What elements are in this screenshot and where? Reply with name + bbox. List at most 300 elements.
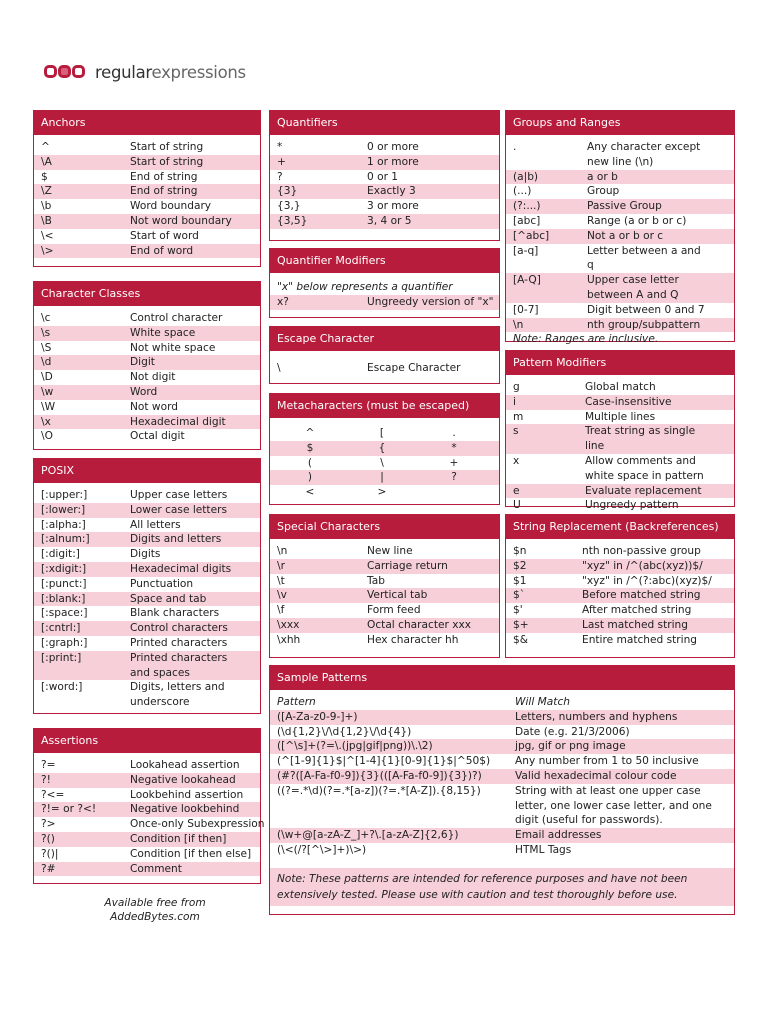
table-row (34, 326, 260, 341)
table-row (34, 862, 260, 877)
logo-mark-icon (44, 61, 88, 83)
table-row (34, 214, 260, 229)
table-row (506, 544, 734, 559)
pattern-column-header: Pattern (277, 696, 316, 708)
table-row (506, 273, 734, 303)
table-row (34, 415, 260, 430)
description-cell: String with at least one upper case letter, one lower case letter, and one digit (useful for passwords). (515, 784, 712, 827)
metacharacter: | (380, 471, 384, 484)
table-row (34, 532, 260, 547)
table-row (270, 588, 499, 603)
syntax-cell: x (513, 454, 520, 467)
table-row (270, 843, 734, 858)
description-cell: End of string (130, 185, 198, 198)
description-cell: Not word boundary (130, 214, 232, 227)
description-cell: Blank characters (130, 607, 220, 620)
syntax-cell: * (277, 141, 283, 153)
description-cell: Printed characters and spaces (130, 651, 228, 679)
table-row (34, 592, 260, 607)
syntax-cell: $n (513, 545, 527, 557)
syntax-cell: \t (277, 574, 285, 587)
metacharacter: [ (379, 427, 385, 439)
description-cell: Word boundary (130, 200, 212, 213)
syntax-cell: (#?([A-Fa-f0-9]){3}(([A-Fa-f0-9]){3})?) (277, 769, 482, 782)
syntax-cell: \n (513, 318, 524, 331)
table-row (506, 498, 734, 513)
description-cell: White space (130, 326, 196, 339)
table-row (34, 355, 260, 370)
syntax-cell: \w (41, 385, 54, 398)
syntax-cell: ?= (41, 759, 56, 771)
description-cell: Escape Character (367, 362, 461, 374)
quantifier-note: "x" below represents a quantifier (277, 281, 453, 293)
table-row (270, 559, 499, 574)
syntax-cell: \f (277, 604, 285, 617)
metacharacter: + (449, 456, 459, 469)
syntax-cell: [abc] (513, 214, 541, 227)
table-row (506, 244, 734, 274)
description-cell: Letters, numbers and hyphens (515, 710, 678, 723)
table-row (34, 488, 260, 503)
pattern-modifiers-panel (505, 350, 735, 512)
description-cell: Hexadecimal digit (130, 415, 226, 428)
description-cell: Evaluate replacement (585, 484, 702, 497)
syntax-cell: [:graph:] (41, 636, 88, 649)
description-cell: "xyz" in /^(abc(xyz))$/ (582, 559, 703, 572)
description-cell: Valid hexadecimal colour code (515, 769, 677, 782)
syntax-cell: (\<(/?[^\>]+)\>) (277, 843, 367, 856)
description-cell: Start of string (130, 155, 204, 168)
metacharacter: { (378, 441, 386, 454)
metacharacter: ( (307, 456, 313, 469)
description-cell: 3, 4 or 5 (367, 214, 412, 227)
description-cell: Lookbehind assertion (130, 788, 244, 801)
column-header-row (270, 695, 734, 710)
panel-title: Character Classes (34, 282, 260, 306)
panel-title: Quantifiers (270, 111, 499, 135)
syntax-cell: i (513, 395, 516, 408)
description-cell: Passive Group (587, 200, 662, 213)
syntax-cell: x? (277, 295, 289, 308)
table-row (506, 170, 734, 185)
description-cell: HTML Tags (515, 843, 572, 856)
syntax-cell: \Z (41, 185, 52, 198)
description-cell: Control character (130, 312, 223, 324)
syntax-cell: \c (41, 312, 51, 324)
panel-title: String Replacement (Backreferences) (506, 515, 734, 539)
metacharacter: ? (451, 471, 457, 484)
description-cell: Entire matched string (582, 633, 698, 646)
table-row (270, 633, 499, 648)
metacharacters-panel (269, 393, 500, 505)
table-row (506, 618, 734, 633)
table-row (34, 636, 260, 651)
description-cell: Comment (130, 862, 182, 875)
metacharacter-row (270, 485, 499, 500)
table-row (506, 603, 734, 618)
table-row (270, 155, 499, 170)
description-cell: 0 or more (367, 141, 419, 153)
syntax-cell: {3,5} (277, 214, 308, 227)
syntax-cell: (^[1-9]{1}$|^[1-4]{1}[0-9]{1}$|^50$) (277, 755, 491, 768)
syntax-cell: [:alpha:] (41, 518, 86, 531)
table-row (270, 769, 734, 784)
syntax-cell: [:digit:] (41, 548, 80, 561)
syntax-cell: e (513, 484, 520, 497)
table-row (270, 214, 499, 229)
description-cell: Digit (130, 356, 155, 369)
description-cell: Not digit (130, 371, 176, 384)
table-row (506, 318, 734, 333)
syntax-cell: [:xdigit:] (41, 562, 87, 575)
syntax-cell: ?<= (41, 788, 65, 801)
syntax-cell: g (513, 381, 520, 393)
syntax-cell: $+ (513, 618, 529, 631)
syntax-cell: \ (277, 362, 281, 374)
description-cell: Printed characters (130, 636, 228, 649)
panel-title: Assertions (34, 729, 260, 753)
syntax-cell: [:punct:] (41, 577, 87, 590)
table-row (270, 828, 734, 843)
syntax-cell: $ (41, 170, 48, 183)
table-row (270, 361, 499, 376)
syntax-cell: \v (277, 589, 287, 602)
syntax-cell: ? (277, 170, 283, 183)
table-row (270, 784, 734, 828)
panel-title: POSIX (34, 459, 260, 483)
description-cell: Exactly 3 (367, 185, 416, 198)
description-cell: Start of word (130, 229, 199, 242)
syntax-cell: \b (41, 200, 52, 213)
syntax-cell: $1 (513, 574, 527, 587)
quantifiers-panel (269, 110, 500, 241)
syntax-cell: ?! (41, 773, 51, 786)
syntax-cell: \S (41, 341, 52, 354)
syntax-cell: ((?=.*\d)(?=.*[a-z])(?=.*[A-Z]).{8,15}) (277, 784, 481, 797)
description-cell: Digit between 0 and 7 (587, 303, 705, 316)
table-row (270, 618, 499, 633)
description-cell: All letters (130, 518, 181, 531)
table-row (34, 370, 260, 385)
description-cell: Multiple lines (585, 410, 656, 423)
panel-title: Sample Patterns (270, 666, 734, 690)
syntax-cell: [:upper:] (41, 489, 88, 501)
table-row (506, 574, 734, 589)
metacharacter (418, 485, 490, 500)
table-row (34, 758, 260, 773)
description-cell: Date (e.g. 21/3/2006) (515, 725, 630, 738)
table-row (34, 385, 260, 400)
quantifier-modifiers-panel (269, 248, 500, 318)
metacharacter: * (451, 441, 457, 454)
table-row (34, 184, 260, 199)
table-row (270, 725, 734, 740)
syntax-cell: \x (41, 415, 51, 428)
groups-ranges-panel (505, 110, 735, 346)
description-cell: Octal digit (130, 430, 185, 443)
table-row (506, 559, 734, 574)
description-cell: Form feed (367, 604, 421, 617)
description-cell: Before matched string (582, 589, 701, 602)
metacharacter: ) (307, 471, 313, 484)
description-cell: Digits and letters (130, 533, 222, 546)
description-cell: After matched string (582, 604, 692, 617)
syntax-cell: (\d{1,2}\/\d{1,2}\/\d{4}) (277, 725, 412, 738)
syntax-cell: ^ (41, 141, 50, 153)
description-cell: a or b (587, 170, 618, 183)
description-cell: Lower case letters (130, 503, 227, 516)
description-cell: Last matched string (582, 618, 688, 631)
syntax-cell: \d (41, 356, 52, 369)
table-row (34, 773, 260, 788)
description-cell: Space and tab (130, 592, 207, 605)
metacharacter: > (377, 486, 387, 499)
syntax-cell: \O (41, 430, 53, 443)
table-row (270, 544, 499, 559)
syntax-cell: (\w+@[a-zA-Z_]+?\.[a-zA-Z]{2,6}) (277, 829, 459, 842)
syntax-cell: \< (41, 229, 54, 242)
description-cell: Digits (130, 548, 161, 561)
special-characters-panel (269, 514, 500, 658)
assertions-panel (33, 728, 265, 884)
syntax-cell: (?:...) (513, 200, 541, 213)
description-cell: Digits, letters and underscore (130, 681, 225, 709)
syntax-cell: \r (277, 559, 285, 572)
table-row (506, 424, 734, 454)
syntax-cell: [:lower:] (41, 503, 86, 516)
description-cell: Vertical tab (367, 589, 428, 602)
description-cell: Negative lookbehind (130, 803, 240, 816)
description-cell: Any number from 1 to 50 inclusive (515, 755, 699, 768)
description-cell: End of word (130, 244, 194, 257)
table-row (34, 577, 260, 592)
panel-title: Escape Character (270, 327, 499, 351)
description-cell: Octal character xxx (367, 618, 472, 631)
table-row (270, 295, 499, 310)
syntax-cell: \D (41, 371, 53, 384)
table-row (34, 311, 260, 326)
panel-title: Pattern Modifiers (506, 351, 734, 375)
description-cell: Not white space (130, 341, 216, 354)
table-row (34, 400, 260, 415)
description-cell: Upper case letter between A and Q (587, 274, 679, 301)
description-cell: Not a or b or c (587, 229, 664, 242)
escape-character-panel (269, 326, 500, 384)
table-row (506, 199, 734, 214)
syntax-cell: [:space:] (41, 607, 88, 620)
syntax-cell: {3,} (277, 200, 301, 213)
syntax-cell: [:cntrl:] (41, 622, 81, 635)
table-row (270, 710, 734, 725)
table-row (34, 503, 260, 518)
character-classes-panel (33, 281, 261, 450)
description-cell: Global match (585, 381, 656, 393)
table-row (34, 170, 260, 185)
logo-text: regularexpressions (95, 62, 246, 82)
table-row (270, 140, 499, 155)
description-cell: nth non-passive group (582, 545, 701, 557)
description-cell: Treat string as single line (585, 425, 696, 453)
table-row (270, 574, 499, 589)
syntax-cell: U (513, 499, 521, 512)
table-row (506, 633, 734, 648)
description-cell: New line (367, 545, 413, 557)
table-row (506, 140, 734, 170)
table-row (34, 140, 260, 155)
description-cell: Condition [if then] (130, 832, 227, 845)
syntax-cell: ?()| (41, 847, 59, 860)
description-cell: 3 or more (367, 200, 419, 213)
description-cell: Allow comments and white space in pattern (585, 454, 704, 482)
table-row (34, 788, 260, 803)
table-row (34, 562, 260, 577)
table-row (506, 380, 734, 395)
syntax-cell: [^abc] (513, 229, 550, 242)
table-row (506, 454, 734, 484)
syntax-cell: ?> (41, 818, 56, 831)
metacharacter: \ (380, 456, 384, 469)
description-cell: Lookahead assertion (130, 759, 240, 771)
panel-title: Anchors (34, 111, 260, 135)
table-row (34, 651, 260, 681)
description-cell: Range (a or b or c) (587, 214, 687, 227)
syntax-cell: $' (513, 604, 523, 617)
table-row (506, 484, 734, 499)
syntax-cell: {3} (277, 185, 298, 198)
table-row (34, 832, 260, 847)
syntax-cell: \W (41, 400, 56, 413)
description-cell: Tab (367, 574, 385, 587)
table-row (34, 817, 265, 832)
table-row (34, 244, 260, 259)
syntax-cell: [a-q] (513, 244, 539, 257)
sample-patterns-panel (269, 665, 735, 915)
table-row (506, 588, 734, 603)
panel-title: Groups and Ranges (506, 111, 734, 135)
posix-panel (33, 458, 261, 714)
syntax-cell: $& (513, 633, 529, 646)
syntax-cell: ?() (41, 832, 55, 845)
description-cell: Carriage return (367, 559, 448, 572)
table-row (34, 518, 260, 533)
metacharacter: $ (306, 441, 314, 454)
syntax-cell: \xhh (277, 633, 301, 646)
description-cell: Email addresses (515, 829, 602, 842)
syntax-cell: ?!= or ?<! (41, 803, 97, 816)
table-row (270, 603, 499, 618)
syntax-cell: ?# (41, 862, 56, 875)
syntax-cell: s (513, 425, 519, 438)
syntax-cell: [:blank:] (41, 592, 86, 605)
syntax-cell: \n (277, 545, 288, 557)
syntax-cell: + (277, 155, 286, 168)
anchors-panel (33, 110, 261, 267)
table-row (506, 395, 734, 410)
sample-patterns-footnote: Note: These patterns are intended for reference purposes and have not been extensively tested. Please use with caution and test thoroughly before use. (270, 868, 734, 906)
metacharacter-row (270, 470, 499, 485)
description-cell: Condition [if then else] (130, 847, 252, 860)
syntax-cell: [A-Q] (513, 274, 541, 287)
description-cell: 1 or more (367, 155, 419, 168)
description-cell: Hex character hh (367, 633, 459, 646)
table-row (34, 229, 260, 244)
description-cell: Not word (130, 400, 178, 413)
panel-title: Special Characters (270, 515, 499, 539)
syntax-cell: \A (41, 155, 52, 168)
table-row (34, 802, 260, 817)
description-cell: Negative lookahead (130, 773, 236, 786)
description-cell: jpg, gif or png image (515, 740, 626, 753)
match-column-header: Will Match (515, 696, 570, 708)
table-row (270, 170, 499, 185)
description-cell: Ungreedy pattern (585, 499, 679, 512)
syntax-cell: [:alnum:] (41, 533, 90, 546)
syntax-cell: \xxx (277, 618, 300, 631)
table-row (34, 606, 260, 621)
table-row (34, 680, 260, 710)
table-row (34, 155, 260, 170)
metacharacter-row (270, 426, 499, 441)
table-row (34, 199, 260, 214)
table-row (34, 847, 260, 862)
syntax-cell: . (513, 141, 517, 153)
description-cell: Word (130, 385, 158, 398)
table-row (270, 199, 499, 214)
logo (44, 58, 246, 86)
syntax-cell: \s (41, 326, 51, 339)
description-cell: nth group/subpattern (587, 318, 701, 331)
table-row (34, 547, 260, 562)
table-row (506, 303, 734, 318)
description-cell: 0 or 1 (367, 170, 399, 183)
description-cell: Group (587, 185, 620, 198)
metacharacter: . (452, 427, 456, 439)
table-row (506, 229, 734, 244)
table-row (270, 184, 499, 199)
table-row (270, 739, 734, 754)
description-cell: Upper case letters (130, 489, 228, 501)
table-row (34, 429, 260, 444)
syntax-cell: \> (41, 244, 54, 257)
description-cell: Start of string (130, 141, 204, 153)
description-cell: Letter between a and q (587, 244, 701, 272)
syntax-cell: $` (513, 589, 526, 602)
metacharacter-row (270, 456, 499, 471)
syntax-cell: m (513, 410, 524, 423)
description-cell: Case-insensitive (585, 395, 672, 408)
description-cell: Any character except new line (\n) (587, 141, 701, 168)
description-cell: End of string (130, 170, 198, 183)
syntax-cell: (...) (513, 185, 532, 198)
table-row (506, 214, 734, 229)
description-cell: Hexadecimal digits (130, 562, 232, 575)
table-row (506, 410, 734, 425)
table-row (506, 184, 734, 199)
panel-title: Metacharacters (must be escaped) (270, 394, 499, 418)
string-replacement-panel (505, 514, 735, 658)
description-cell: Ungreedy version of "x" (367, 295, 494, 308)
metacharacter-row (270, 441, 499, 456)
syntax-cell: [:print:] (41, 651, 82, 664)
table-row (270, 754, 734, 769)
panel-title: Quantifier Modifiers (270, 249, 499, 273)
ranges-note: Note: Ranges are inclusive. (513, 333, 659, 346)
description-cell: Punctuation (130, 577, 194, 590)
description-cell: Once-only Subexpression (130, 818, 265, 831)
syntax-cell: [0-7] (513, 303, 539, 316)
syntax-cell: [:word:] (41, 681, 83, 694)
syntax-cell: \B (41, 214, 52, 227)
